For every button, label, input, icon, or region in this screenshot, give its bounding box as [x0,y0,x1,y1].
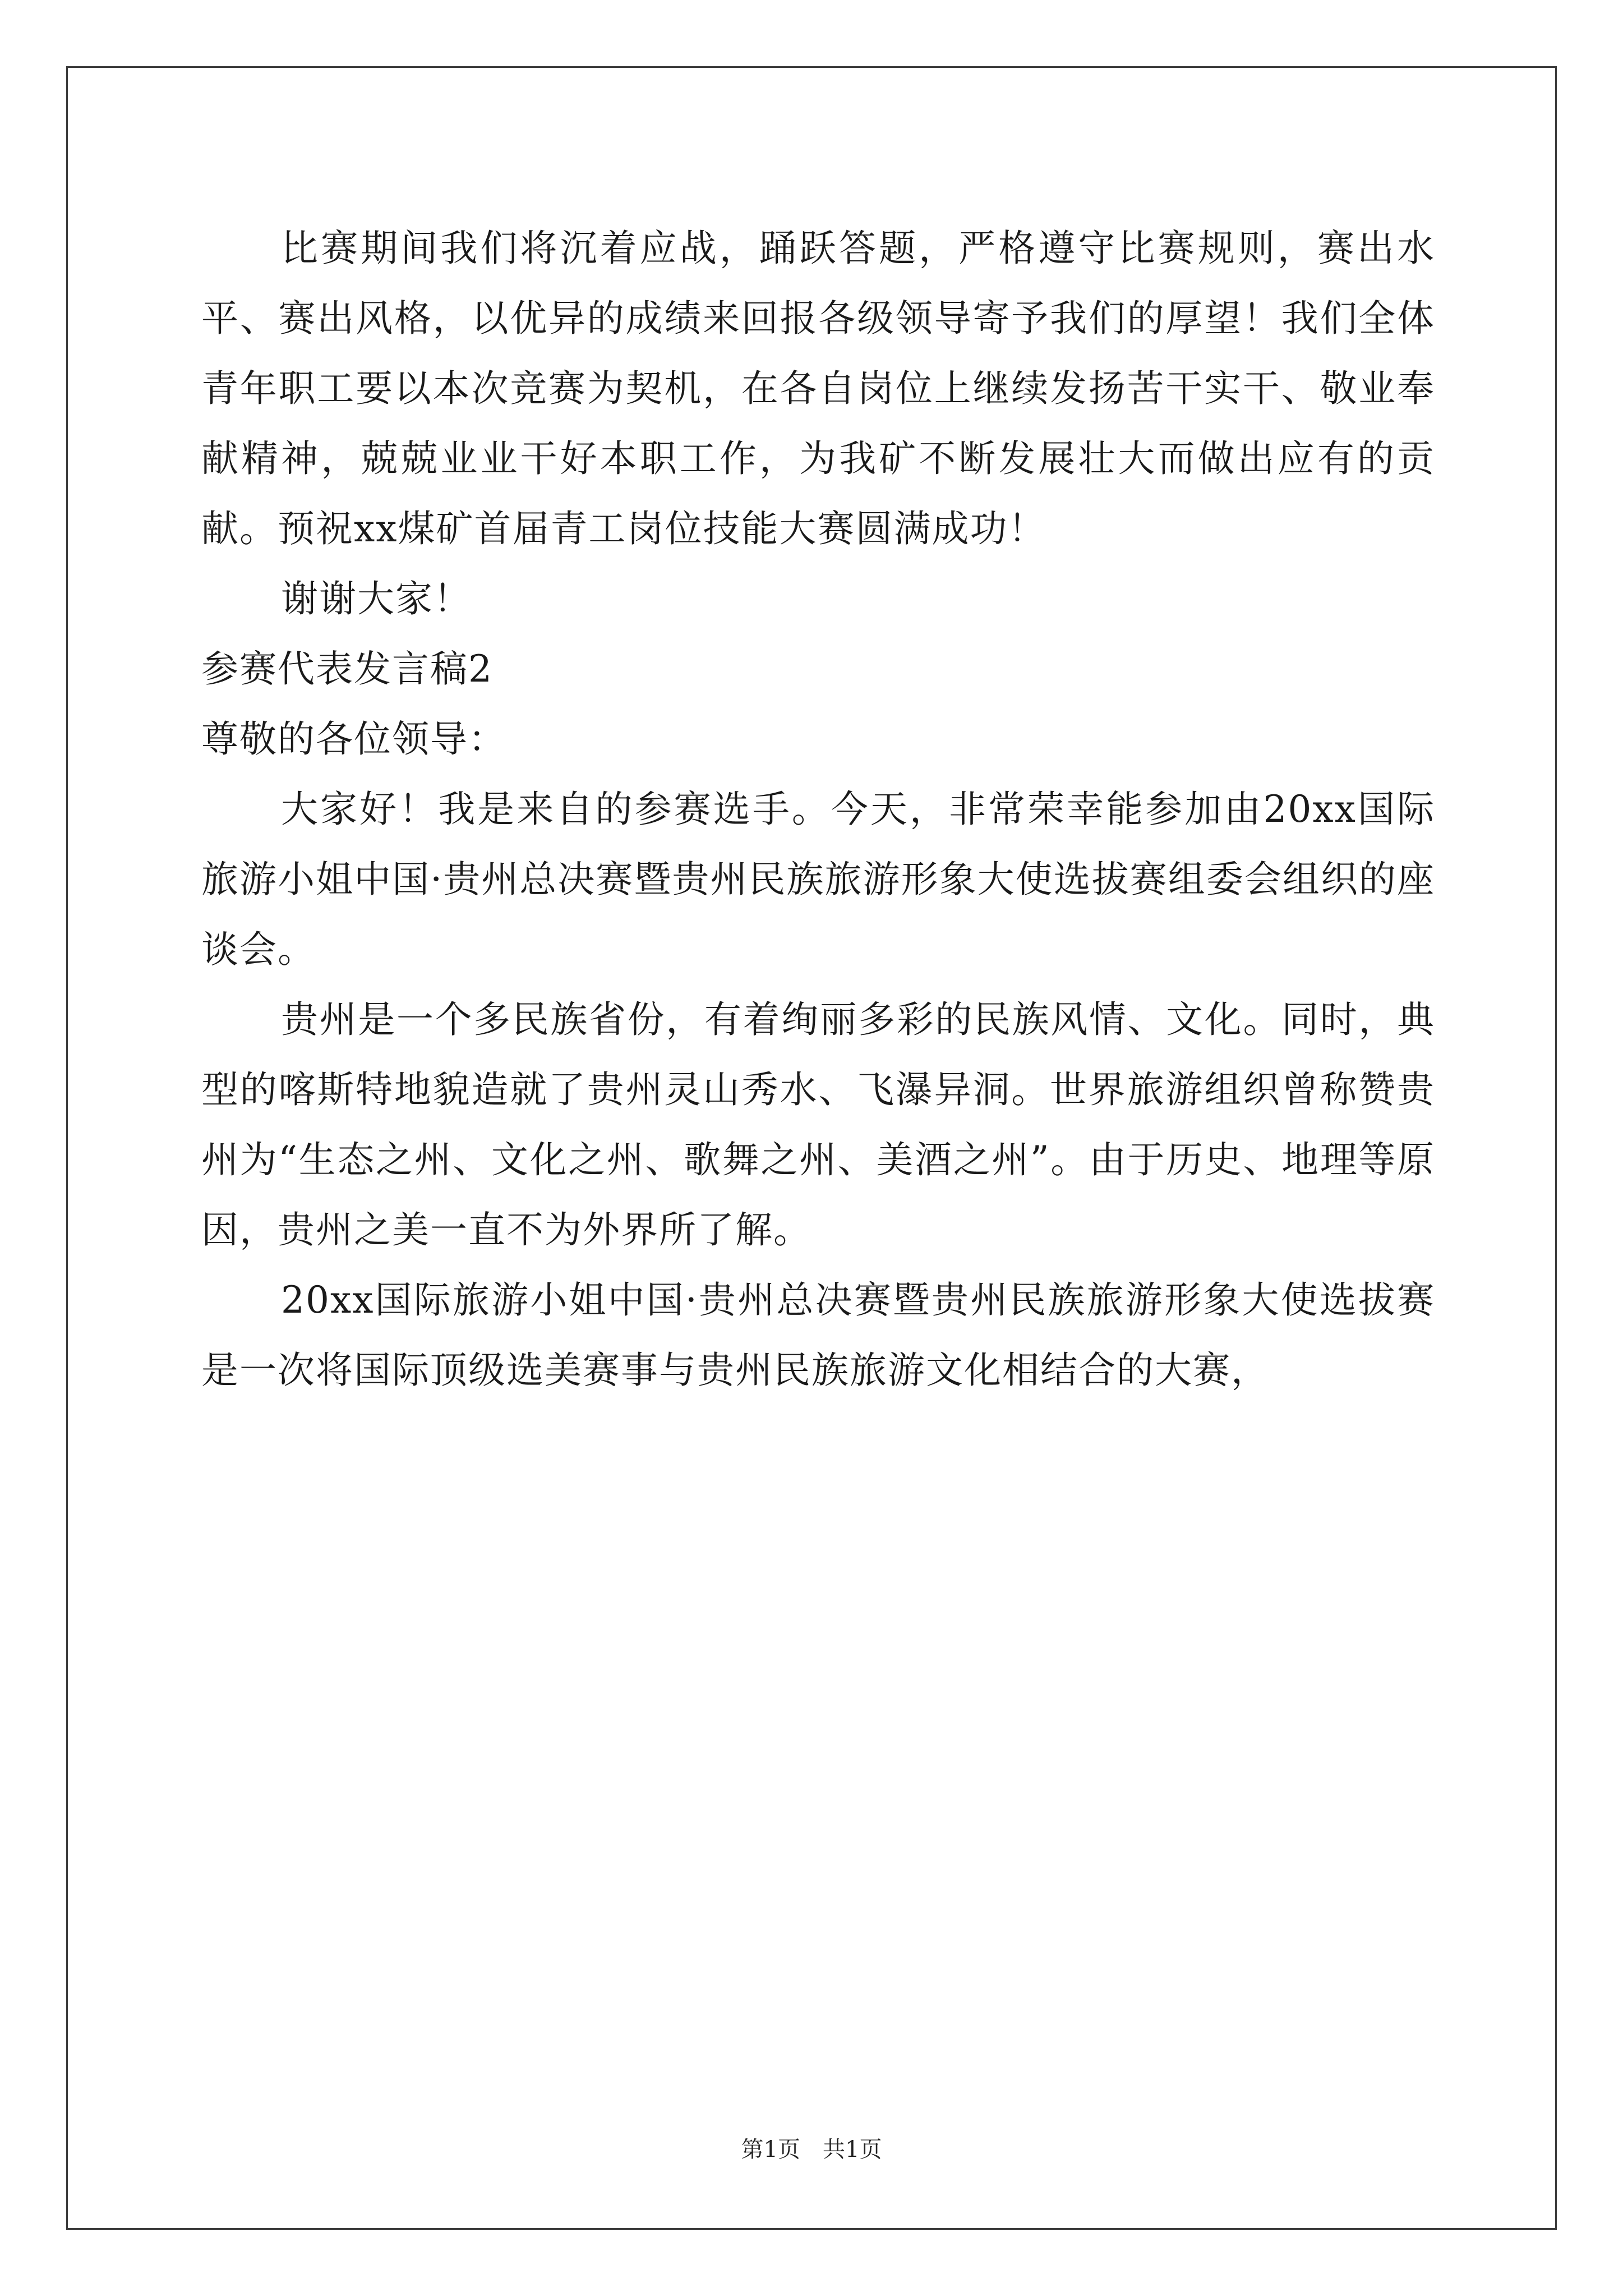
paragraph: 谢谢大家！ [281,577,472,620]
paragraph: 大家好！我是来自的参赛选手。今天，非常荣幸能参加由20xx国际旅游小姐中国·贵州总决赛暨贵州民族旅游形象大使选拔赛组委会组织的座谈会。 [201,788,1435,971]
document-body [201,213,1435,1405]
paragraph: 比赛期间我们将沉着应战，踊跃答题，严格遵守比赛规则，赛出水平、赛出风格，以优异的成绩来回报各级领导寄予我们的厚望！我们全体青年职工要以本次竞赛为契机，在各自岗位上继续发扬苦干实干、敬业奉献精神，兢兢业业干好本职工作，为我矿不断发展壮大而做出应有的贡献。预祝xx煤矿首届青工岗位技能大赛圆满成功！ [201,227,1435,550]
paragraph: 20xx国际旅游小姐中国·贵州总决赛暨贵州民族旅游形象大使选拔赛是一次将国际顶级选美赛事与贵州民族旅游文化相结合的大赛， [201,1278,1435,1392]
page-number: 第1页 共1页 [741,2137,882,2162]
salutation: 尊敬的各位领导： [201,717,506,761]
section-title: 参赛代表发言稿2 [201,647,493,691]
paragraph: 贵州是一个多民族省份，有着绚丽多彩的民族风情、文化。同时，典型的喀斯特地貌造就了贵州灵山秀水、飞瀑异洞。世界旅游组织曾称赞贵州为“生态之州、文化之州、歌舞之州、美酒之州”。由于历史、地理等原因，贵州之美一直不为外界所了解。 [201,998,1435,1251]
